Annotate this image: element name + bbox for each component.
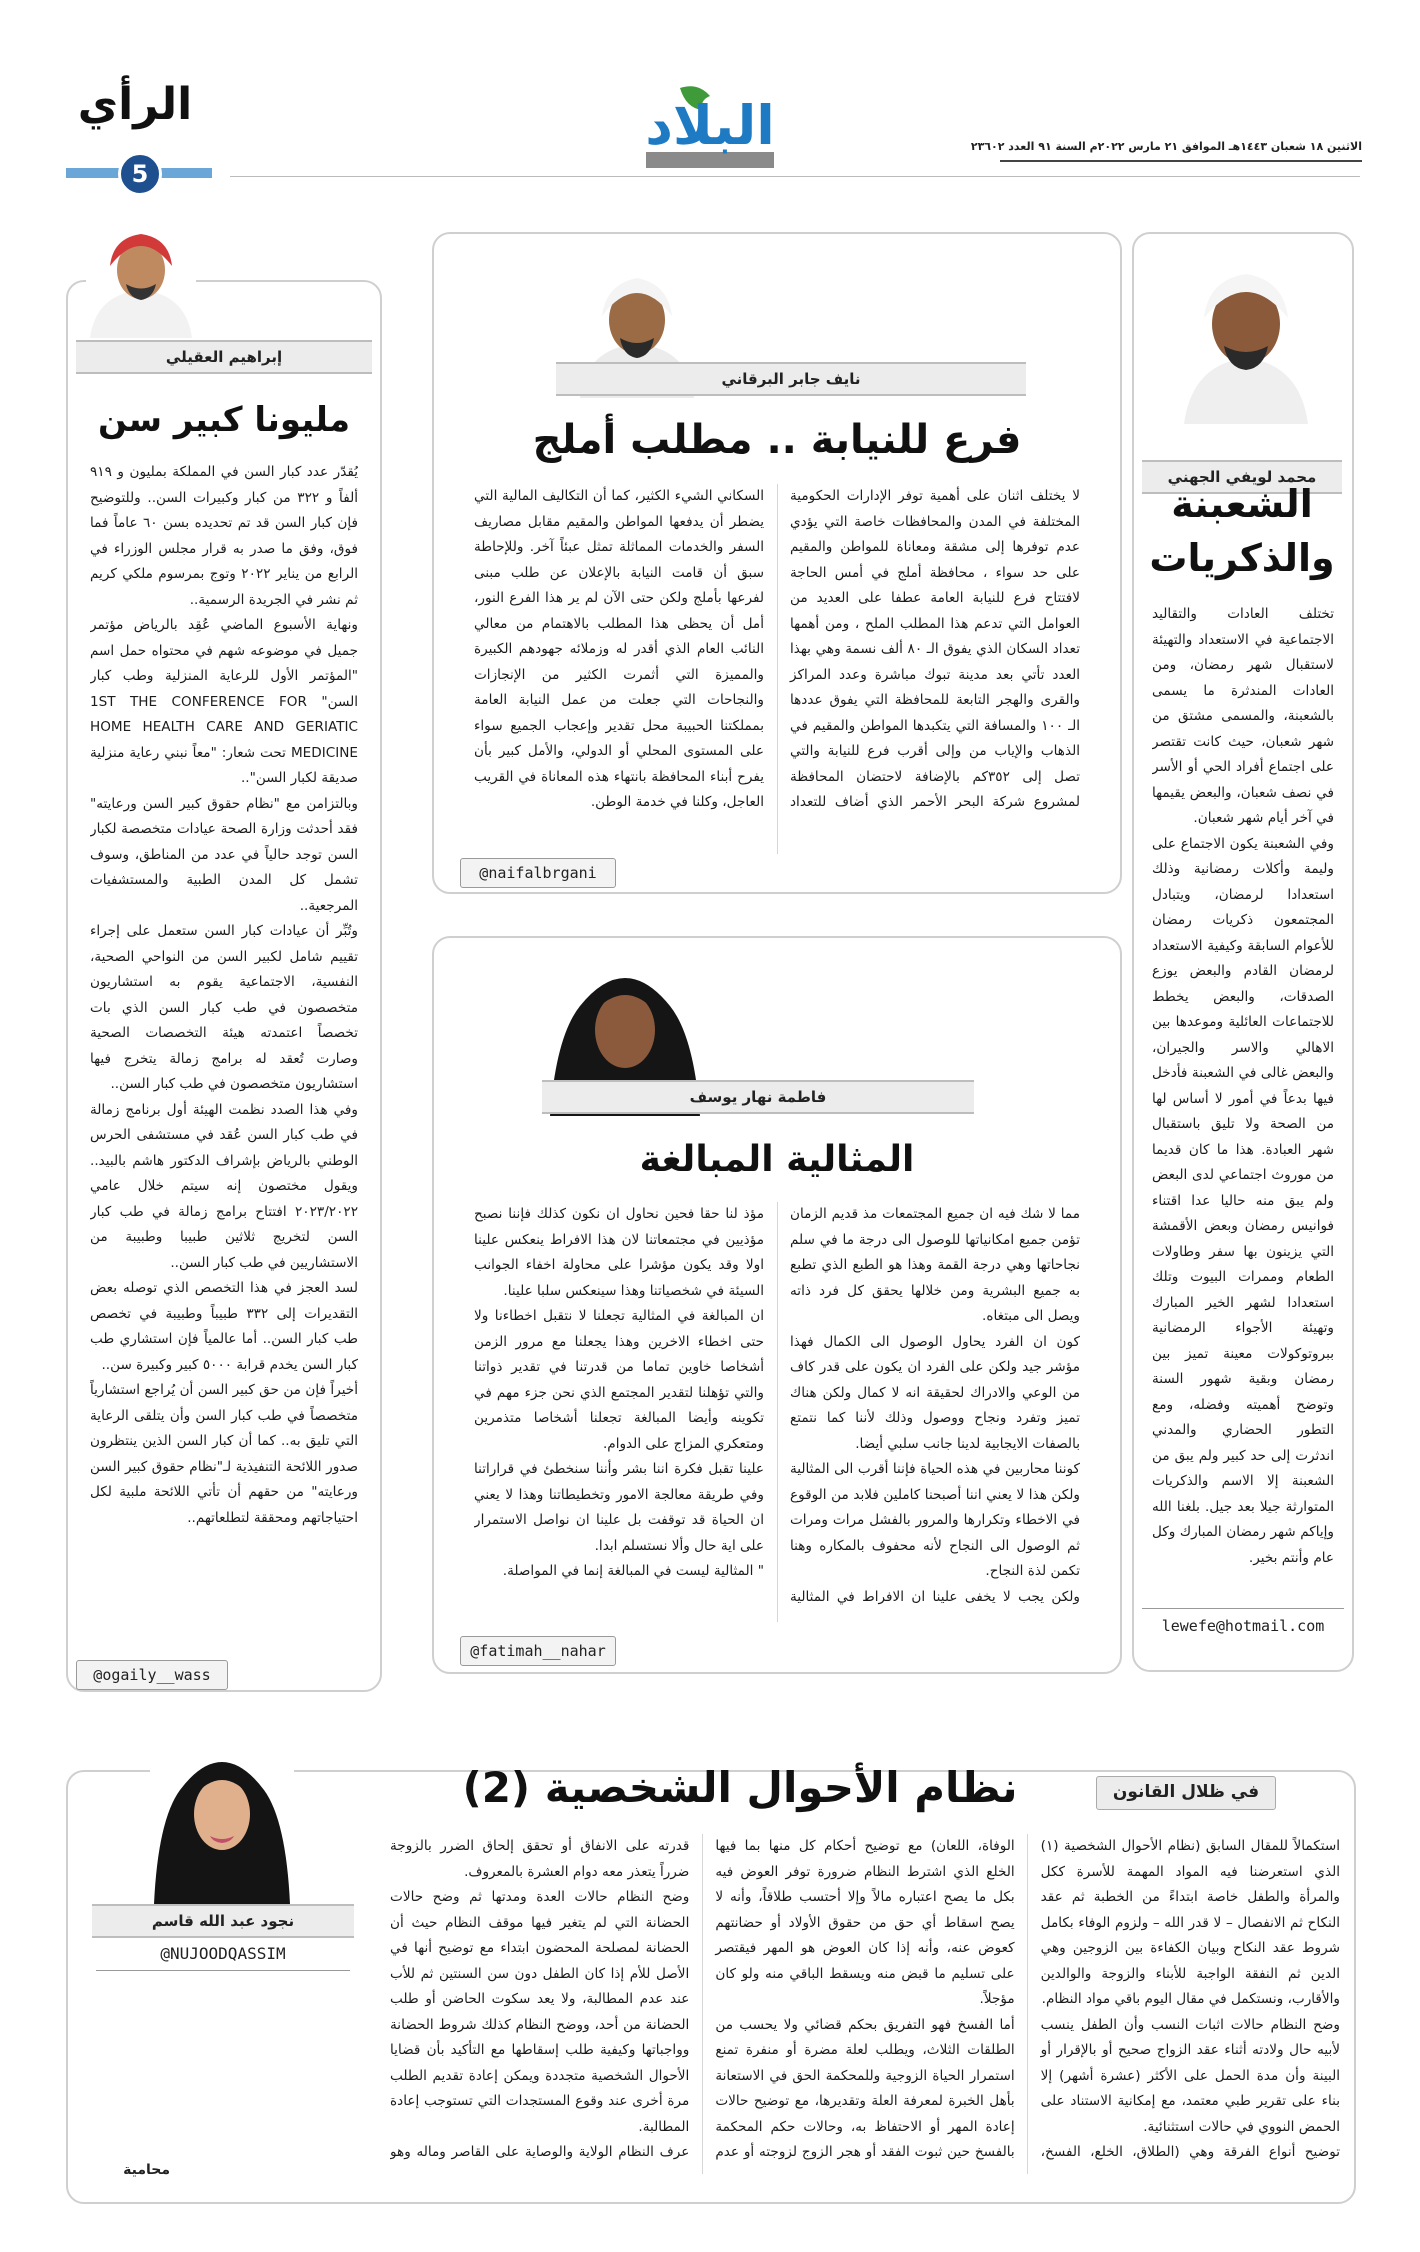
author-handle-fatimah: @fatimah__nahar [460, 1636, 616, 1666]
author-email-juhani: lewefe@hotmail.com [1161, 1617, 1325, 1635]
headline-ogaily: مليونا كبير سن [97, 400, 351, 440]
headline-juhani-line1: الشعبنة [1171, 482, 1313, 526]
headline-barqani: فرع للنيابة .. مطلب أملج [532, 417, 1022, 463]
masthead [0, 0, 1420, 200]
article-body-qassim-tail [90, 1984, 356, 2134]
article-body-qassim: استكمالاً للمقال السابق (نظام الأحوال الشخصية (١) الذي استعرضنا فيه المواد المهمة للأسرة ككل والمرأة والطفل خاصة ابتداءً من الخطبة ثم عقد النكاح ثم الانفصال – لا قدر الله – ولزوم الوفاء بكامل شروط عقد النكاح وبيان الكفاءة بين الزوجين وهي الدين ثم النفقة الواجبة للأبناء والزوجة والوالدين والأقارب، ونستكمل في مقال اليوم باقي مواد النظام. وضح النظام حالات اثبات النسب وأن الطفل ينسب لأبيه حال ولادته أثناء عقد الزواج صحيح أو بالإقرار أو البينة وأن مدة الحمل على الأكثر (عشرة أشهر) إلا بناء على تقرير طبي معتمد، مع إمكانية الاستناد على الحمض النووي في حالات استثنائية. توضيح أنواع الفرقة وهي (الطلاق، الخلع، الفسخ، الوفاة، اللعان) مع توضيح أحكام كل منها بما فيها الخلع الذي اشترط النظام ضرورة توفر العوض فيه بكل ما يصح اعتباره مالاً وإلا أحتسب طلاقاً، وأنه لا يصح اسقاط أي حق من حقوق الأولاد أو حضانتهم كعوض عنه، وأنه إذا كان العوض هو المهر فيقتصر على تسليم ما قبض منه ويسقط الباقي منه ولو كان مؤجلاً. أما الفسخ فهو التفريق بحكم قضائي ولا يحسب من الطلقات الثلاث، ويطلب لعلة مضرة أو منفرة تمنع استمرار الحياة الزوجية وللمحكمة الحق في الاستعانة بأهل الخبرة لمعرفة العلة وتقديرها، مع توضيح حالات إعادة المهر أو الاحتفاظ به، وحالات حكم المحكمة بالفسخ حين ثبوت الفقد أو هجر الزوج لزوجته أو عدم قدرته على الانفاق أو تحقق إلحاق الضرر بالزوجة ضرراً يتعذر معه دوام العشرة بالمعروف. وضح النظام حالات العدة ومدتها ثم وضح حالات الحضانة التي لم يتغير فيها موقف النظام حيث أن الحضانة لمصلحة المحضون ابتداء مع توضيح أنها في الأصل للأم إذا كان الطفل دون سن السنتين ثم للأب عند عدم المطالبة، ولا يعد سكوت الحاضن أو طلب الحضانة من أحد، ووضح النظام كذلك شروط الحضانة وواجباتها وكيفية طلب إسقاطها مع التأكيد بأن قضايا الأحوال الشخصية متجددة ويمكن إعادة تقديم الطلب مرة أخرى عند وقوع المستجدات التي تستوجب إعادة المطالبة. عرف النظام الولاية والوصاية على القاصر وماله وهو [390, 1838, 1340, 2160]
masthead-rule [230, 176, 1360, 177]
logo-text: البلاد [645, 94, 775, 157]
section-label-text: في ظلال القانون [1112, 1782, 1260, 1802]
article-body-fatimah: مما لا شك فيه ان جميع المجتمعات مذ قديم الزمان تؤمن جميع امكانياتها للوصول الى درجة ما في سلم نجاحاتها وهي درجة القمة وهذا هو الطبع الذي تطبع به جميع البشرية ومن خلالها يحقق كل فرد ذاته ويصل الى مبتغاه. كون ان الفرد يحاول الوصول الى الكمال فهذا مؤشر جيد ولكن على الفرد ان يكون على قدر كاف من الوعي والادراك لحقيقة انه لا كمال ولكن هناك تميز وتفرد ونجاح ووصول وذلك لأننا كما نتمتع بالصفات الايجابية لدينا جانب سلبي أيضا. كوننا محاربين في هذه الحياة فإننا أقرب الى المثالية ولكن هذا لا يعني اننا أصبحنا كاملين فلابد من الوقوع في الاخطاء وتكرارها والمرور بالفشل مرات ومرات ثم الوصول الى النجاح لأنه محفوف بالمكاره وهنا تكمن لذة النجاح. ولكن يجب لا يخفى علينا ان الافراط في المثالية مؤذ لنا حقا فحين نحاول ان نكون كذلك فإننا نصبح مؤذيين في مجتمعاتنا لان هذا الافراط ينعكس علينا اولا وقد يكون مؤشرا على محاولة اخفاء الجوانب السيئة في شخصياتنا وهذا سينعكس سلبا علينا. ان المبالغة في المثالية تجعلنا لا نتقبل اخطاءنا ولا حتى اخطاء الاخرين وهذا يجعلنا مع مرور الزمن أشخاصا خاوين تماما من قدرتنا في تقدير ذواتنا والتي تؤهلنا لتقدير المجتمع الذي نحن جزء مهم في تكوينه وأيضا المبالغة تجعلنا أشخاصا متذمرين ومتعكري المزاج على الدوام. علينا تقبل فكرة اننا بشر وأننا سنخطئ في قراراتنا وفي طريقة معالجة الامور وتخطيطاتنا وهذا لا يعني ان الحياة قد توقفت بل علينا ان نواصل الاستمرار على اية حال وألا نستسلم ابدا. " المثالية ليست في المبالغة إنما في المواصلة. [474, 1206, 1080, 1605]
author-name-fatimah: فاطمة نهار يوسف [542, 1080, 974, 1114]
section-title: الرأي [77, 79, 193, 130]
dateline: الاثنين ١٨ شعبان ١٤٤٣هـ الموافق ٢١ مارس ٢٠٢٢م السنة ٩١ العدد ٢٣٦٠٢ [970, 140, 1362, 153]
newspaper-logo [640, 82, 780, 174]
author-handle-ogaily: @ogaily__wass [76, 1660, 228, 1690]
handle-rule-qassim [96, 1970, 350, 1971]
author-title-qassim: محامية [123, 2162, 170, 2178]
author-name-qassim: نجود عبد الله قاسم [92, 1904, 354, 1938]
author-name-ogaily: إبراهيم العقيلي [76, 340, 372, 374]
author-photo-qassim [150, 1740, 294, 1904]
author-photo-ogaily [86, 218, 196, 338]
headline-fatimah: المثالية المبالغة [639, 1139, 915, 1180]
article-body-juhani: تختلف العادات والتقاليد الاجتماعية في الاستعداد والتهيئة لاستقبال شهر رمضان، ومن العادات المندثرة ما يسمى بالشعبنة، والمسمى مشتق من شهر شعبان، حيث كانت تقتصر على اجتماع أفراد الحي أو الأسر في نصف شعبان، والبعض يقيمها في آخر أيام شهر شعبان. وفي الشعبنة يكون الاجتماع على وليمة وأكلات رمضانية وذلك استعدادا لرمضان، ويتبادل المجتمعون ذكريات رمضان للأعوام السابقة وكيفية الاستعداد لرمضان القادم والبعض يوزع الصدقات، والبعض يخطط للاجتماعات العائلية وموعدها بين الاهالي والاسر والجيران، والبعض غالى في الشعبنة فأدخل فيها بدعاً في أمور لا أساس لها من الصحة ولا تليق باستقبال شهر العبادة. هذا ما كان قديما من موروث اجتماعي لدى البعض ولم يبق منه حاليا عدا اقتناء فوانيس رمضان وبعض الأقمشة التي يزينون بها سفر وطاولات الطعام وممرات البيوت وتلك استعدادا لشهر الخير المبارك وتهيئة الأجواء الرمضانية ببروتوكولات معينة تميز بين رمضان وبقية شهور السنة وتوضح أهميته وفضله، ومع التطور الحضاري والمدني اندثرت إلى حد كبير ولم يبق من الشعبنة إلا الاسم والذكريات المتوارثة جيلا بعد جيل. بلغنا الله وإياكم شهر رمضان المبارك وكل عام وأنتم بخير. [1152, 606, 1334, 1566]
section-label-qassim [1096, 1776, 1276, 1810]
author-name-juhani: محمد لويفي الجهني [1142, 460, 1342, 494]
headline-qassim: نظام الأحوال الشخصية (2) [462, 1763, 1018, 1812]
page-number-badge [118, 152, 162, 196]
article-body-barqani: لا يختلف اثنان على أهمية توفر الإدارات الحكومية المختلفة في المدن والمحافظات خاصة التي يؤدي عدم توفرها إلى مشقة ومعاناة للمواطن والمقيم على حد سواء ، محافظة أملج في أمس الحاجة لافتتاح فرع للنيابة العامة عطفا على العديد من العوامل التي تدعم هذا المطلب الملح ، ومن أهمها تعداد السكان الذي يفوق الـ ٨٠ ألف نسمة وهي بهذا العدد تأتي بعد مدينة تبوك مباشرة وعدد المراكز والقرى والهجر التابعة للمحافظة التي يفوق عددها الـ ١٠٠ والمسافة التي يتكبدها المواطن والمقيم في الذهاب والإياب من وإلى أقرب فرع للنيابة والتي تصل إلى ٣٥٢كم بالإضافة لاحتضان المحافظة لمشروع شركة البحر الأحمر الذي أضاف للتعداد السكاني الشيء الكثير، كما أن التكاليف المالية التي يضطر أن يدفعها المواطن والمقيم مقابل مصاريف السفر والخدمات المماثلة تمثل عبئاً آخر. وللإحاطة سبق أن قامت النيابة بالإعلان عن طلب مبنى لفرعها بأملج ولكن حتى الآن لم ير هذا الفرع النور، أمل أن يحظى هذا المطلب بالاهتمام من معالي النائب العام الذي أقدر له وزملائه جهودهم الكبيرة والمميزة التي أثمرت الكثير من الإنجازات والنجاحات التي جعلت من عمل النيابة العامة بمملكتنا الحبيبة محل تقدير وإعجاب الجميع سواء على المستوى المحلي أو الدولي، والأمل كبير بأن يفرح أبناء المحافظة بانتهاء هذه المعاناة في القريب العاجل، وكلنا في خدمة الوطن. [474, 488, 1080, 810]
article-body-ogaily: يُقدّر عدد كبار السن في المملكة بمليون و ٩١٩ ألفاً و ٣٢٢ من كبار وكبيرات السن.. وللتوضيح فإن كبار السن قد تم تحديده بسن ٦٠ عاماً فما فوق، وفق ما صدر به قرار مجلس الوزراء في الرابع من يناير ٢٠٢٢ وتوج بمرسوم ملكي كريم ثم نشر في الجريدة الرسمية.. ونهاية الأسبوع الماضي عُقِد بالرياض مؤتمر جميل في موضوعه شهم في محتواه حمل اسم "المؤتمر الأول للرعاية المنزلية وطب كبار السن" 1ST THE CONFERENCE FOR HOME HEALTH CARE AND GERIATIC MEDICINE تحت شعار: "معاً نبني رعاية منزلية صديقة لكبار السن".. وبالتزامن مع "نظام حقوق كبير السن ورعايته" فقد أحدثت وزارة الصحة عيادات متخصصة لكبار السن توجد حالياً في عدد من المناطق، وسوف تشمل كل المدن الطبية والمستشفيات المرجعية.. وتُبِّر أن عيادات كبار السن ستعمل على إجراء تقييم شامل لكبير السن من النواحي الصحية، النفسية، الاجتماعية يقوم به استشاريون متخصصون في طب كبار السن الذي بات تخصصاً اعتمدته هيئة التخصصات الصحية وصارت تُعقد له برامج زمالة يتخرج فيها استشاريون متخصصون في طب كبار السن.. وفي هذا الصدد نظمت الهيئة أول برنامج زمالة في طب كبار السن عُقد في مستشفى الحرس الوطني بالرياض بإشراف الدكتور هاشم بالبيد.. ويقول مختصون إنه سيتم خلال عامي ٢٠٢٣/٢٠٢٢ افتتاح برامج زمالة في طب كبار السن لتخريج ثلاثين طبيبا وطبيبة من الاستشاريين في طب كبار السن.. لسد العجز في هذا التخصص الذي توصله بعض التقديرات إلى ٣٣٢ طبيباً وطبيبة في تخصص طب كبار السن.. أما عالمياً فإن استشاري طب كبار السن يخدم قرابة ٥٠٠٠ كبير وكبيرة سن.. أخيراً فإن من حق كبير السن أن يُراجع استشارياً متخصصاً في طب كبار السن وأن يتلقى الرعاية التي تليق به.. كما أن كبار السن الذين ينتظرون صدور اللائحة التنفيذية لـ"نظام حقوق كبير السن ورعايته" من حقهم أن تأتي اللائحة ملبية لكل احتياجاتهم ومحققة لتطلعاتهم.. [90, 464, 358, 1526]
page-number: 5 [131, 160, 149, 188]
author-handle-barqani: @naifalbrgani [460, 858, 616, 888]
dateline-rule [1000, 160, 1362, 162]
author-photo-juhani [1164, 254, 1328, 424]
author-name-barqani: نايف جابر البرقاني [556, 362, 1026, 396]
email-rule-juhani [1142, 1608, 1344, 1609]
author-handle-qassim: @NUJOODQASSIM [160, 1944, 286, 1963]
headline-juhani-line2: والذكريات [1149, 536, 1335, 580]
